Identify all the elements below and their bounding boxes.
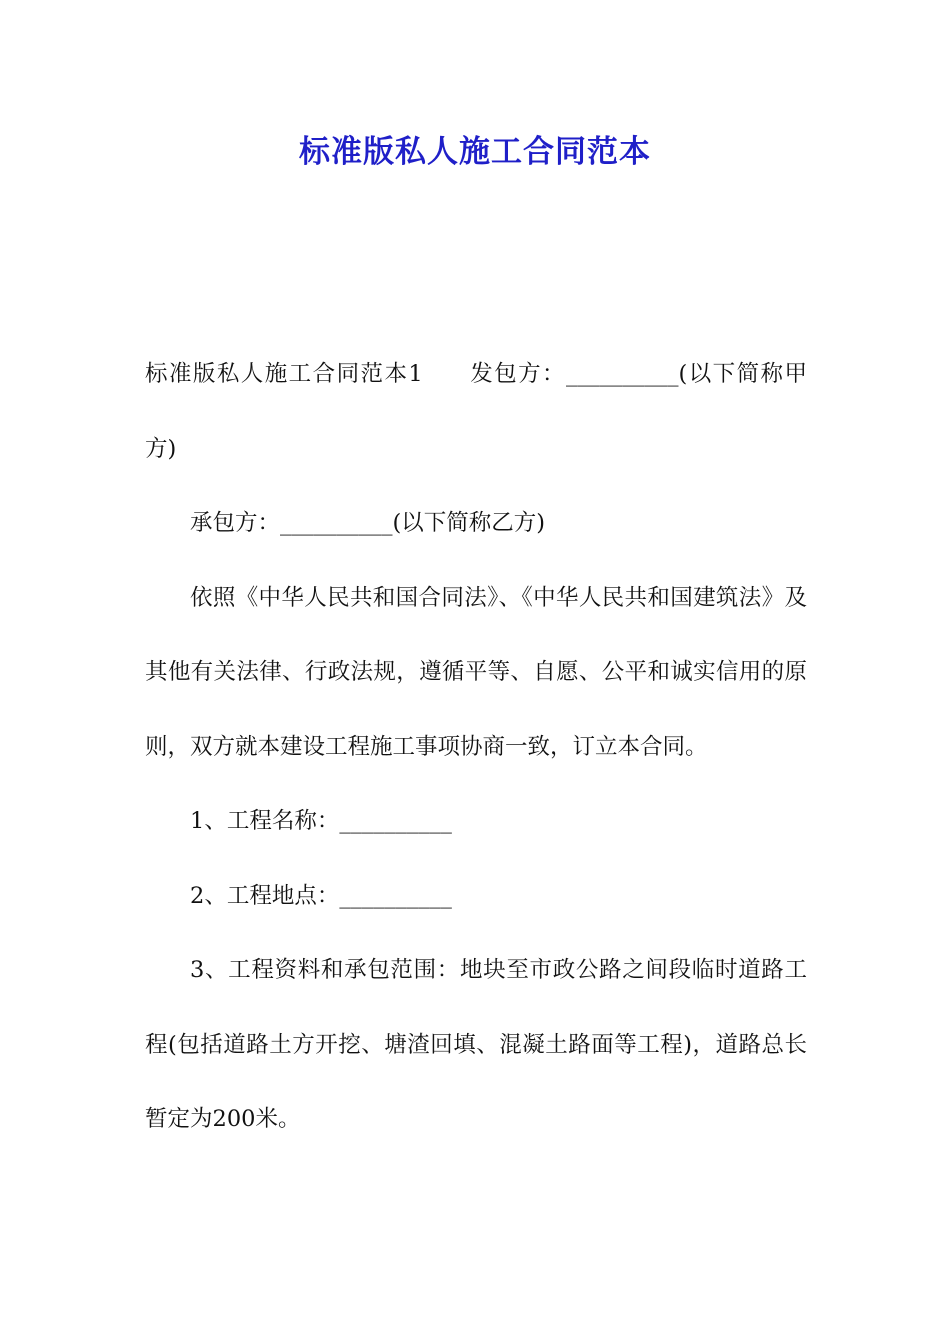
document-body <box>145 337 807 1157</box>
paragraph-project-name: 1、工程名称：__________ <box>190 808 452 834</box>
paragraph-project-scope: 3、工程资料和承包范围：地块至市政公路之间段临时道路工程(包括道路土方开挖、塘渣回填、混凝土路面等工程)，道路总长暂定为200米。 <box>145 957 807 1132</box>
employer-line: 发包方：__________(以下简称甲方) <box>145 361 808 462</box>
contract-heading-inline: 标准版私人施工合同范本1 <box>145 361 423 387</box>
paragraph-project-location: 2、工程地点：__________ <box>190 882 452 909</box>
paragraph-legal-basis: 依照《中华人民共和国合同法》、《中华人民共和国建筑法》及其他有关法律、行政法规，遵循平等、自愿、公平和诚实信用的原则，双方就本建设工程施工事项协商一致，订立本合同。 <box>145 584 807 760</box>
paragraph-contractor: 承包方：__________(以下简称乙方) <box>190 510 546 536</box>
document-title: 标准版私人施工合同范本 <box>299 134 651 170</box>
paragraph-parties-employer <box>145 337 807 486</box>
